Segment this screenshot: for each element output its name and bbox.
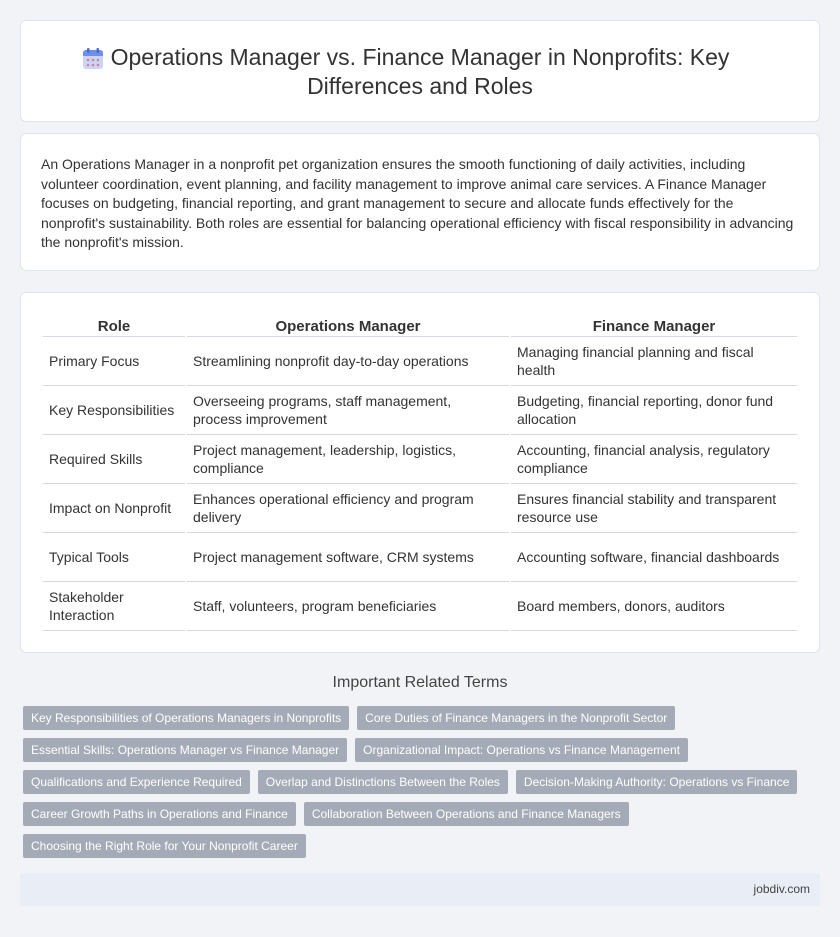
row-label: Required Skills [43, 435, 185, 484]
finance-cell: Budgeting, financial reporting, donor fund allocation [511, 386, 797, 435]
related-terms-list [23, 706, 813, 866]
finance-cell: Board members, donors, auditors [511, 582, 797, 631]
related-term-link[interactable]: Career Growth Paths in Operations and Finance [23, 802, 296, 826]
table-row [43, 533, 797, 582]
row-label: Impact on Nonprofit [43, 484, 185, 533]
row-label: Stakeholder Interaction [43, 582, 185, 631]
page-title: Operations Manager vs. Finance Manager in Nonprofits: Key Differences and Roles [110, 44, 730, 99]
related-term-link[interactable]: Key Responsibilities of Operations Managers in Nonprofits [23, 706, 349, 730]
related-term-link[interactable]: Essential Skills: Operations Manager vs Finance Manager [23, 738, 347, 762]
operations-cell: Overseeing programs, staff management, process improvement [187, 386, 509, 435]
related-term-link[interactable]: Overlap and Distinctions Between the Roles [258, 770, 508, 794]
related-term-link[interactable]: Core Duties of Finance Managers in the Nonprofit Sector [357, 706, 675, 730]
table-row [43, 435, 797, 484]
header-finance-manager: Finance Manager [511, 315, 797, 337]
intro-card [20, 133, 820, 271]
operations-cell: Project management, leadership, logistics, compliance [187, 435, 509, 484]
related-terms-title: Important Related Terms [332, 674, 508, 691]
finance-cell: Ensures financial stability and transparent resource use [511, 484, 797, 533]
finance-cell: Accounting software, financial dashboards [511, 533, 797, 582]
footer-site-link[interactable]: jobdiv.com [753, 882, 810, 896]
operations-cell: Enhances operational efficiency and program delivery [187, 484, 509, 533]
operations-cell: Streamlining nonprofit day-to-day operations [187, 337, 509, 386]
table-row [43, 386, 797, 435]
intro-paragraph: An Operations Manager in a nonprofit pet organization ensures the smooth functioning of daily activities, including volunteer coordination, event planning, and facility management to improve animal care services. A Finance Manager focuses on budgeting, financial reporting, and grant management to secure and allocate funds effectively for the nonprofit's sustainability. Both roles are essential for balancing operational efficiency with fiscal responsibility in advancing the nonprofit's mission. [41, 156, 794, 250]
operations-cell: Staff, volunteers, program beneficiaries [187, 582, 509, 631]
row-label: Primary Focus [43, 337, 185, 386]
related-term-link[interactable]: Choosing the Right Role for Your Nonprofit Career [23, 834, 306, 858]
comparison-card [20, 292, 820, 653]
comparison-table [41, 315, 799, 631]
row-label: Key Responsibilities [43, 386, 185, 435]
table-row [43, 337, 797, 386]
related-term-link[interactable]: Collaboration Between Operations and Finance Managers [304, 802, 629, 826]
row-label: Typical Tools [43, 533, 185, 582]
finance-cell: Managing financial planning and fiscal health [511, 337, 797, 386]
header-operations-manager: Operations Manager [187, 315, 509, 337]
related-term-link[interactable]: Organizational Impact: Operations vs Finance Management [355, 738, 688, 762]
table-header-row [43, 315, 797, 337]
related-term-link[interactable]: Qualifications and Experience Required [23, 770, 250, 794]
table-row [43, 582, 797, 631]
title-card [20, 20, 820, 122]
header-role: Role [43, 315, 185, 337]
table-row [43, 484, 797, 533]
related-term-link[interactable]: Decision-Making Authority: Operations vs Finance [516, 770, 797, 794]
operations-cell: Project management software, CRM systems [187, 533, 509, 582]
finance-cell: Accounting, financial analysis, regulatory compliance [511, 435, 797, 484]
footer [20, 873, 820, 906]
